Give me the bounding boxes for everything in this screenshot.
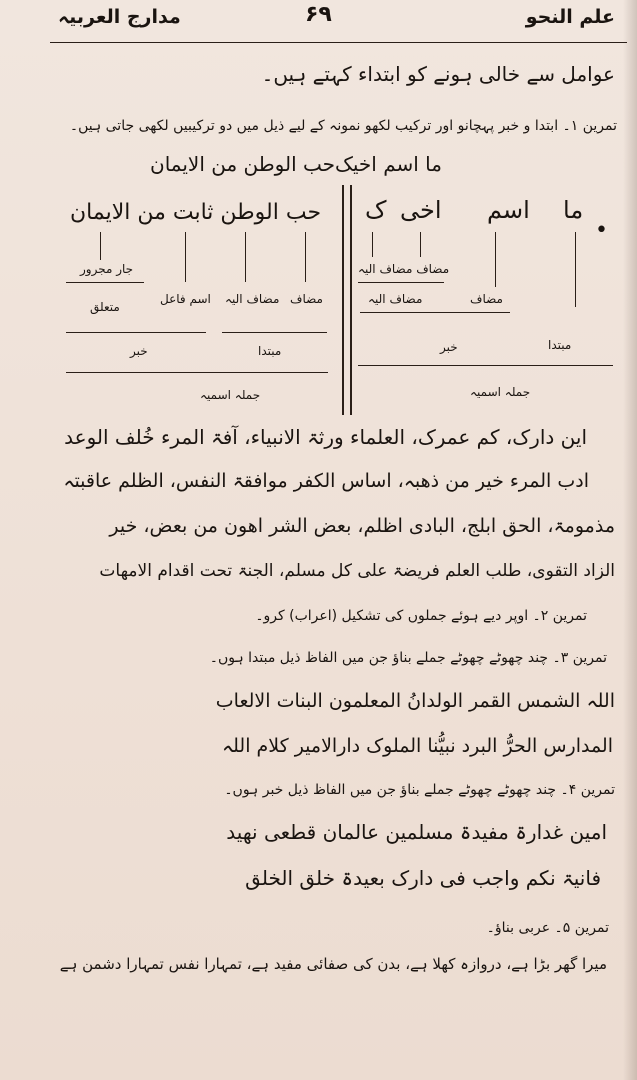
word-ism: اسم [487,196,530,224]
stem-hubb [305,232,306,282]
label-mudaf: مضاف [470,292,503,306]
label-mudaf-ilayh: مضاف الیہ [368,292,423,306]
label-khabar-right: خبر [440,340,458,354]
underline-jumla-right [358,365,613,366]
word-akhi: اخی [400,196,442,224]
ex4-words-2: فانیۃ نکم واجب فی دارک بعیدۃ خلق الخلق [245,866,601,890]
arabic-line-3: مذمومۃ، الحق ابلج، البادی اظلم، بعض الشر اھون من بعض، خیر [109,515,615,537]
page-number: ۶۹ [305,2,332,27]
intro-line: عوامل سے خالی ہونے کو ابتداء کہتے ہیں۔ [261,62,615,86]
underline-mubtada-left [222,332,327,333]
stem-akhi [420,232,421,257]
underline-inner [358,282,444,283]
page-edge-shadow [623,0,637,1080]
exercise-3: تمرین ۳۔ چند چھوٹے چھوٹے جملے بناؤ جن میں الفاظ ذیل مبتدا ہوں۔ [209,650,607,666]
ex3-words-1: اللہ الشمس القمر الولدانُ المعلمون البنات الالعاب [215,690,615,712]
label-mubtada-left: مبتدا [258,344,282,358]
label-ism-fail: اسم فاعل [160,292,211,306]
exercise-2: تمرین ۲۔ اوپر دیے ہوئے جملوں کی تشکیل (اعراب) کرو۔ [255,608,587,624]
stem-ma [575,232,576,307]
stem-ka [372,232,373,257]
ex3-words-2: المدارس الحرُّ البرد نبیُّنا الملوک دارالامیر کلام اللہ [221,735,613,757]
divider-right [350,185,352,415]
label-mubtada-right: مبتدا [548,338,572,352]
exercise-1-title: تمرین ۱۔ ابتدا و خبر پہچانو اور ترکیب لکھو نمونہ کے لیے ذیل میں دو ترکیبیں لکھی جاتی ہیں۔ [69,118,617,134]
stem-min [100,232,101,260]
stem-thabit [185,232,186,282]
dot-marker: • [595,218,608,243]
running-title: مدارج العربیہ [58,6,181,28]
exercise-5: تمرین ۵۔ عربی بناؤ۔ [486,920,609,936]
arabic-line-1: این دارک، کم عمرک، العلماء ورثۃ الانبیاء، آفۃ المرء خُلف الوعد [64,425,587,449]
label-mudaf-ilayh-left: مضاف الیہ [225,292,280,306]
underline-khabar-left [66,332,206,333]
label-jar-majrur: جار مجرور [80,262,134,276]
ex4-words-1: امین غدارۃ مفیدۃ مسلمین عالمان قطعی نھید [226,820,607,844]
label-jumla-left: جملہ اسمیہ [200,388,261,402]
sample-sentence-2: حب الوطن من الایمان [150,152,336,176]
stem-ism [495,232,496,287]
ex5-sentence: میرا گھر بڑا ہے، دروازہ کھلا ہے، بدن کی صفائی مفید ہے، تمہارا نفس تمہارا دشمن ہے [59,955,607,973]
underline-jar [66,282,144,283]
sample-sentence-1: ما اسم اخیک [334,152,442,176]
header-rule [50,42,627,43]
arabic-line-4: الزاد التقوی، طلب العلم فریضۃ علی کل مسلم، الجنۃ تحت اقدام الامھات [99,561,615,581]
label-khabar-left: خبر [130,344,148,358]
label-mudaf-left: مضاف [290,292,323,306]
label-jumla-right: جملہ اسمیہ [470,385,531,399]
label-mudaf-mudafilayh-top: مضاف مضاف الیہ [358,262,450,276]
divider-left [342,185,344,415]
stem-watan [245,232,246,282]
book-title: علم النحو [525,6,615,28]
arabic-line-2: ادب المرء خیر من ذھبہ، اساس الکفر موافقۃ النفس، الظلم عاقبتہ [63,470,589,492]
exercise-4: تمرین ۴۔ چند چھوٹے چھوٹے جملے بناؤ جن میں الفاظ ذیل خبر ہوں۔ [224,782,615,798]
label-mutaalliq: متعلق [90,300,120,314]
word-ka: ک [365,196,387,224]
sentence-hubb: حب الوطن ثابت من الایمان [70,200,322,225]
word-ma: ما [563,196,584,224]
underline-idafa [360,312,510,313]
underline-jumla-left [66,372,328,373]
